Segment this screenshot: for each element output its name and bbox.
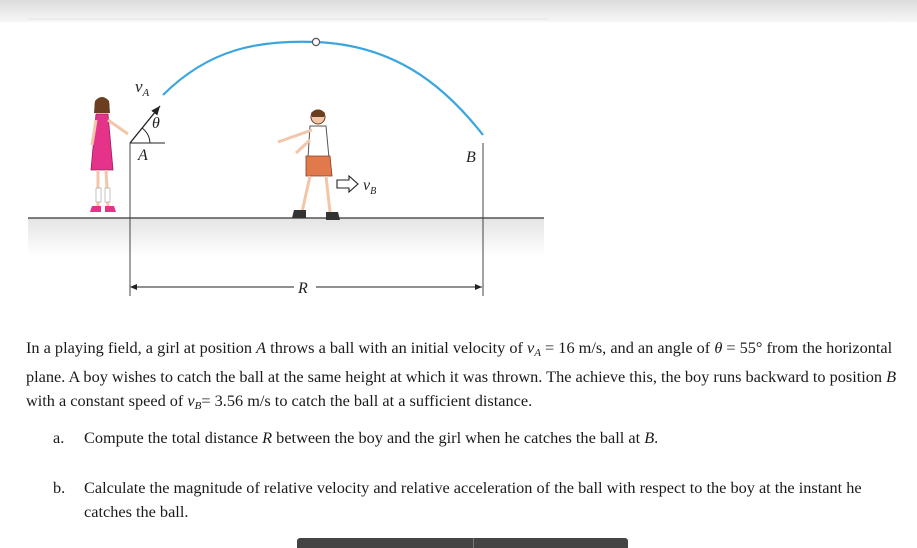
angle-arc xyxy=(142,128,150,143)
bottom-toolbar[interactable] xyxy=(297,538,628,548)
question-a-text: Compute the total distance R between the boy and the girl when he catches the ball at B. xyxy=(84,428,659,447)
boy-figure xyxy=(278,110,340,221)
problem-statement: In a playing field, a girl at position A throws a ball with an initial velocity of $v_A = 16$ m/s, and an angle of θ = 55° from the horizontal plane. A boy wishes to catch the ball at the same height at which it was thrown. The achieve this, the boy runs backward to position B with a constant speed of $v_B= 3.56$ m/s to catch the ball at a sufficient distance. xyxy=(26,338,897,412)
label-B: B xyxy=(466,149,476,166)
ground-shadow xyxy=(28,218,544,256)
question-b xyxy=(26,476,898,524)
label-A: A xyxy=(138,147,148,164)
question-a-letter: a. xyxy=(53,428,65,447)
ball xyxy=(312,38,319,45)
question-b-letter: b. xyxy=(53,478,66,497)
question-b-text: Calculate the magnitude of relative velocity and relative acceleration of the ball with respect to the boy at the instant he catches the ball. xyxy=(84,478,862,521)
label-vA: $v_A$ xyxy=(135,77,150,99)
label-R: R xyxy=(298,280,308,297)
question-a xyxy=(26,426,898,450)
vB-arrow xyxy=(337,176,358,192)
toolbar-divider xyxy=(473,538,474,548)
label-vB: $v_B$ xyxy=(363,177,377,197)
label-theta: θ xyxy=(152,115,160,132)
girl-figure xyxy=(90,97,128,212)
